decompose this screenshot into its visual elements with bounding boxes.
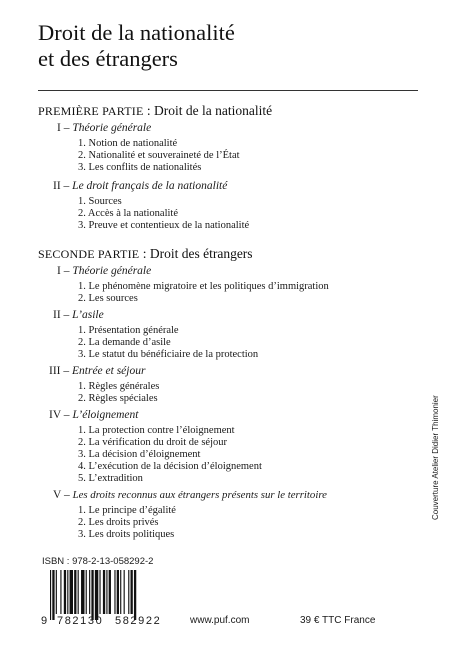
part2-sep: :: [139, 246, 150, 261]
toc-item: 1. Notion de nationalité: [78, 138, 178, 149]
part2-heading: [38, 246, 253, 262]
toc-item: 2. Règles spéciales: [78, 393, 158, 404]
part2-name: Droit des étrangers: [149, 246, 253, 261]
section-number: IV –: [49, 409, 70, 421]
section-number: V –: [53, 489, 70, 501]
section-heading: [53, 180, 227, 192]
section-title: Théorie générale: [72, 122, 152, 134]
toc-item: 1. Règles générales: [78, 381, 160, 392]
publisher-website[interactable]: www.puf.com: [190, 615, 250, 626]
toc-item: 2. Nationalité et souveraineté de l’État: [78, 150, 240, 161]
section-number: II –: [53, 180, 70, 192]
toc-item: 2. La demande d’asile: [78, 337, 171, 348]
toc-item: 1. Le principe d’égalité: [78, 505, 176, 516]
toc-item: 4. L’exécution de la décision d’éloignement: [78, 461, 262, 472]
toc-item: 5. L’extradition: [78, 473, 143, 484]
section-title: L’asile: [72, 309, 104, 321]
toc-item: 2. Les droits privés: [78, 517, 159, 528]
part1-sep: :: [143, 103, 155, 118]
toc-item: 2. La vérification du droit de séjour: [78, 437, 227, 448]
part1-label: PREMIÈRE PARTIE: [38, 104, 144, 118]
section-heading: [53, 309, 104, 321]
price-label: 39 € TTC France: [300, 615, 376, 626]
cover-credit: Couverture Atelier Didier Thimonier: [431, 395, 440, 520]
book-title-line2: et des étrangers: [38, 46, 178, 71]
barcode-digits-right: 582922: [115, 615, 162, 627]
toc-item: 2. Les sources: [78, 293, 138, 304]
section-heading: [57, 265, 151, 277]
divider: [38, 90, 418, 91]
section-heading: [57, 122, 151, 134]
toc-item: 3. Les conflits de nationalités: [78, 162, 202, 173]
barcode-digits-left: 782130: [57, 615, 104, 627]
toc-item: 1. Présentation générale: [78, 325, 179, 336]
section-title: Théorie générale: [72, 265, 152, 277]
section-heading: [49, 365, 145, 377]
section-number: III –: [49, 365, 70, 377]
section-heading: [49, 409, 138, 421]
section-heading: [53, 489, 327, 501]
section-number: I –: [57, 122, 70, 134]
section-title: Les droits reconnus aux étrangers présents sur le territoire: [72, 489, 327, 501]
toc-item: 1. La protection contre l’éloignement: [78, 425, 235, 436]
part1-name: Droit de la nationalité: [154, 103, 273, 118]
section-title: L’éloignement: [72, 409, 139, 421]
section-title: Entrée et séjour: [72, 365, 146, 377]
part2-label: SECONDE PARTIE: [38, 247, 140, 261]
toc-item: 3. Le statut du bénéficiaire de la protection: [78, 349, 259, 360]
toc-item: 2. Accès à la nationalité: [78, 208, 179, 219]
barcode-image: [50, 570, 168, 620]
toc-item: 3. Les droits politiques: [78, 529, 175, 540]
isbn-text: ISBN : 978-2-13-058292-2: [42, 556, 154, 567]
section-number: II –: [53, 309, 70, 321]
barcode-digit-first: 9: [41, 615, 48, 627]
toc-item: 3. La décision d’éloignement: [78, 449, 201, 460]
part1-heading: [38, 103, 272, 119]
toc-item: 1. Le phénomène migratoire et les politiques d’immigration: [78, 281, 329, 292]
section-number: I –: [57, 265, 70, 277]
toc-item: 1. Sources: [78, 196, 122, 207]
section-title: Le droit français de la nationalité: [72, 180, 228, 192]
book-title-line1: Droit de la nationalité: [38, 20, 235, 45]
toc-item: 3. Preuve et contentieux de la nationalité: [78, 220, 250, 231]
